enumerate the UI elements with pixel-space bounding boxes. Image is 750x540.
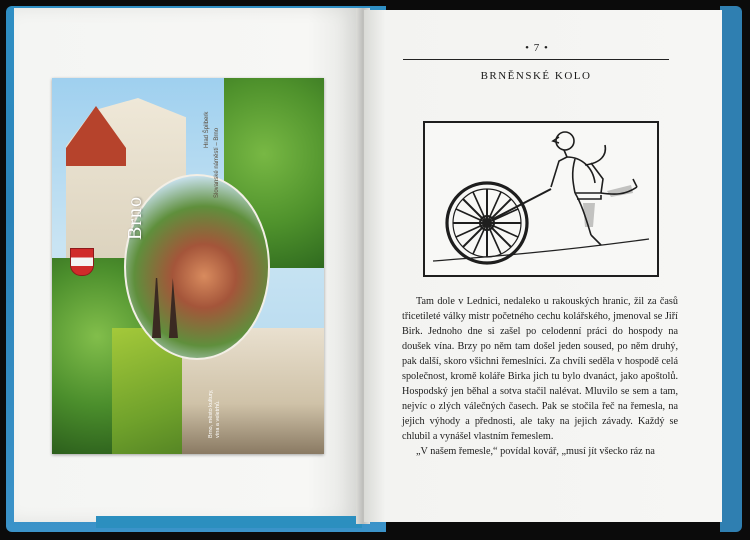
book-cover-right [720,6,742,532]
chapter-body [402,294,678,459]
postcard [52,78,324,454]
brno-coat-of-arms-icon [70,248,94,276]
postcard-city-name: Brno [124,196,146,240]
cover-edge [96,516,362,528]
postcard-blurb: Brno, město kultury, vína a veletrhů. [208,389,221,438]
page-number: • 7 • [525,42,549,54]
illustration-wheel-runner [423,121,659,277]
wheel-runner-drawing [425,123,657,275]
chapter-title: BRNĚNSKÉ KOLO [480,70,592,82]
paragraph-2: „V našem řemesle,“ povídal kovář, „musí jít všecko ráz na [416,446,655,457]
header-rule [403,59,669,60]
paragraph-1: Tam dole v Lednici, nedaleko u rakouských hranic, žil za časů třicetileté války mistr početného cechu kolářského, jmenoval se Jiří Birk. Jednoho dne si zašel po celodenní práci do hospody na doušek vína. Brzy po něm tam došel jeden soused, po něm druhý, pak další, skoro všichni řemeslníci. Za chvíli seděla v hospodě celá společnost, kromě koláře Birka jich tu bylo dvanáct, jako apoštolů. Hospodský jen běhal a sotva stačil nalévat. Mluvilo se sem a tam, nejvíc o zlých válečných časech. Pak se stočila řeč na řemesla, na jejich výhody a přednosti, ale taky na jejich závady. Každý se chlubil a vynášel vlastním řemeslem. [402,296,678,442]
postcard-label-castle: Hrad Špilberk [204,111,210,148]
postcard-label-square: Slovanské náměstí – Brno [214,127,220,198]
